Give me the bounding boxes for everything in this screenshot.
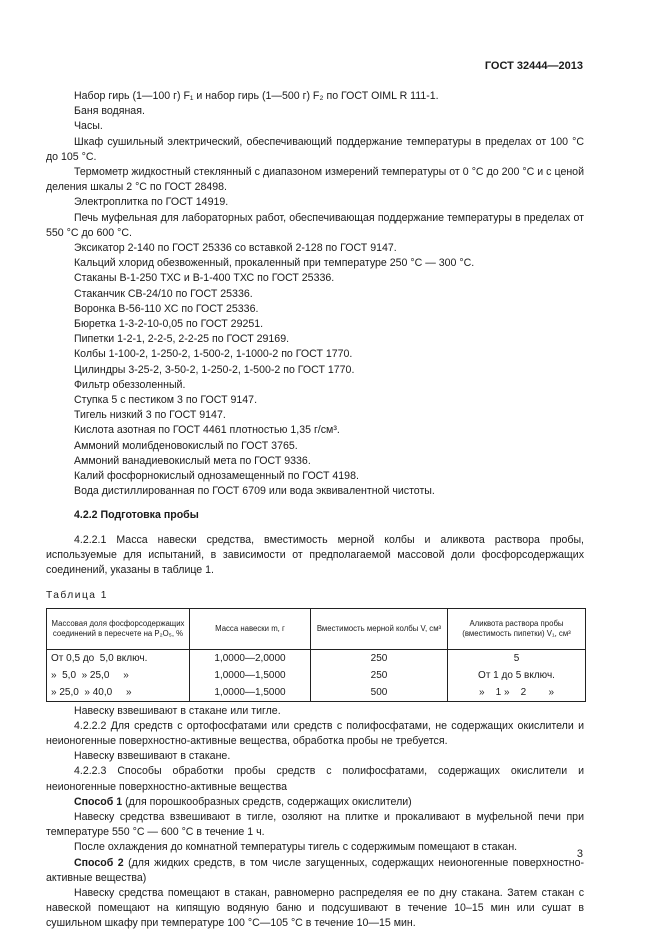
list-item: Калий фосфорнокислый однозамещенный по ГОСТ 4198. — [74, 470, 359, 483]
after-table-text — [46, 704, 584, 795]
col-header-flask-volume: Вместимость мерной колбы V, см³ — [311, 608, 448, 649]
col-header-mass-fraction: Массовая доля фосфорсодержащих соединений в пересчете на P₂O₅, % — [47, 608, 190, 649]
table-cell: 5 — [448, 649, 586, 667]
list-item: Кальций хлорид обезвоженный, прокаленный при температуре 250 °С — 300 °С. — [74, 257, 475, 270]
table-cell: 1,0000—1,5000 — [190, 684, 311, 702]
table-cell: » 1 » 2 » — [448, 684, 586, 702]
list-item: Шкаф сушильный электрический, обеспечивающий поддержание температуры в пределах от 100 °С до 105 °С. — [46, 135, 584, 163]
list-item: Аммоний молибденовокислый по ГОСТ 3765. — [74, 439, 298, 452]
paragraph: Навеску средства взвешивают в тигле, озоляют на плитке и прокаливают в муфельной печи при температуре 550 °С — 600 °С в течение 1 ч. — [46, 810, 584, 839]
paragraph: Навеску взвешивают в стакане. — [74, 750, 231, 763]
list-item: Эксикатор 2-140 по ГОСТ 25336 со вставкой 2-128 по ГОСТ 9147. — [74, 242, 397, 255]
equipment-list — [46, 89, 584, 499]
paragraph: После охлаждения до комнатной температуры тигель с содержимым помещают в стакан. — [74, 841, 518, 854]
table-row — [47, 667, 586, 684]
table-cell: От 0,5 до 5,0 включ. — [47, 649, 190, 667]
document-code: ГОСТ 32444—2013 — [484, 60, 583, 72]
paragraph: 4.2.2.3 Способы обработки пробы средств с полифосфатами, содержащих окислители и неионогенные поверхностно-активные вещества — [46, 765, 584, 793]
table-caption: Таблица 1 — [46, 590, 108, 602]
table-cell: » 5,0 » 25,0 » — [47, 667, 190, 684]
method-1-text — [46, 810, 584, 856]
table-row — [47, 649, 586, 667]
table-cell: 1,0000—1,5000 — [190, 667, 311, 684]
list-item: Тигель низкий 3 по ГОСТ 9147. — [74, 409, 226, 422]
list-item: Цилиндры 3-25-2, 3-50-2, 1-250-2, 1-500-2 по ГОСТ 1770. — [74, 363, 355, 376]
method-2-heading — [46, 856, 584, 886]
paragraph-4-2-2-1: 4.2.2.1 Масса навески средства, вместимость мерной колбы и аликвота раствора пробы, используемые для испытаний, в зависимости от предполагаемой массовой доли фосфорсодержащих соединений, указаны в таблице 1. — [46, 533, 584, 577]
list-item: Ступка 5 с пестиком 3 по ГОСТ 9147. — [74, 394, 258, 407]
table-cell: 1,0000—2,0000 — [190, 649, 311, 667]
list-item: Печь муфельная для лабораторных работ, обеспечивающая поддержание температуры в пределах от 550 °С до 600 °С. — [46, 211, 584, 239]
paragraph: 4.2.2.2 Для средств с ортофосфатами или средств с полифосфатами, не содержащих окислители и неионогенные поверхностно-активные вещества, обработка пробы не требуется. — [46, 719, 584, 747]
table-cell: 250 — [311, 649, 448, 667]
list-item: Пипетки 1-2-1, 2-2-5, 2-2-25 по ГОСТ 29169. — [74, 333, 290, 346]
method-2-note: (для жидких средств, в том числе загущенных, содержащих неионогенные поверхностно-активные вещества) — [46, 856, 584, 884]
table-row — [47, 684, 586, 702]
col-header-aliquot: Аликвота раствора пробы (вместимость пипетки) V₁, см³ — [448, 608, 586, 649]
list-item: Часы. — [74, 120, 103, 133]
list-item: Воронка В-56-110 ХС по ГОСТ 25336. — [74, 302, 259, 315]
list-item: Фильтр обеззоленный. — [74, 378, 186, 391]
list-item: Термометр жидкостный стеклянный с диапазоном измерений температуры от 0 °С до 200 °С и с ценой деления шкалы 2 °С по ГОСТ 28498. — [46, 166, 584, 194]
method-2-text — [46, 886, 584, 932]
table-cell: От 1 до 5 включ. — [448, 667, 586, 684]
method-2-label: Способ 2 — [74, 856, 124, 869]
list-item: Бюретка 1-3-2-10-0,05 по ГОСТ 29251. — [74, 318, 264, 331]
section-title: 4.2.2 Подготовка пробы — [74, 509, 199, 522]
list-item: Колбы 1-100-2, 1-250-2, 1-500-2, 1-1000-2 по ГОСТ 1770. — [74, 348, 353, 361]
page-number: 3 — [576, 848, 583, 860]
paragraph: Навеску средства помещают в стакан, равномерно распределяя ее по дну стакана. Затем стакан с навеской помещают на кипящую водяную баню и подсушивают в течение 10–15 мин или сушат в сушильном шкафу при температуре 100 °С—105 °С в течение 10—15 мин. — [46, 886, 584, 930]
method-1-label: Способ 1 — [74, 795, 123, 808]
data-table — [46, 608, 586, 702]
method-1-note: (для порошкообразных средств, содержащих окислители) — [122, 795, 412, 808]
list-item: Аммоний ванадиевокислый мета по ГОСТ 9336. — [74, 454, 311, 467]
table-cell: 250 — [311, 667, 448, 684]
paragraph: Навеску взвешивают в стакане или тигле. — [74, 704, 281, 717]
page-content — [46, 89, 584, 932]
list-item: Стаканчик СВ-24/10 по ГОСТ 25336. — [74, 287, 253, 300]
list-item: Вода дистиллированная по ГОСТ 6709 или вода эквивалентной чистоты. — [74, 485, 435, 498]
table-cell: 500 — [311, 684, 448, 702]
list-item: Кислота азотная по ГОСТ 4461 плотностью 1,35 г/см³. — [74, 424, 340, 437]
table-cell: » 25,0 » 40,0 » — [47, 684, 190, 702]
list-item: Баня водяная. — [74, 105, 145, 118]
list-item: Стаканы В-1-250 ТХС и В-1-400 ТХС по ГОСТ 25336. — [74, 272, 335, 285]
list-item: Набор гирь (1—100 г) F₁ и набор гирь (1—500 г) F₂ по ГОСТ OIML R 111-1. — [74, 90, 439, 102]
method-1-heading — [46, 795, 584, 810]
col-header-sample-mass: Масса навески m, г — [190, 608, 311, 649]
list-item: Электроплитка по ГОСТ 14919. — [74, 196, 229, 209]
